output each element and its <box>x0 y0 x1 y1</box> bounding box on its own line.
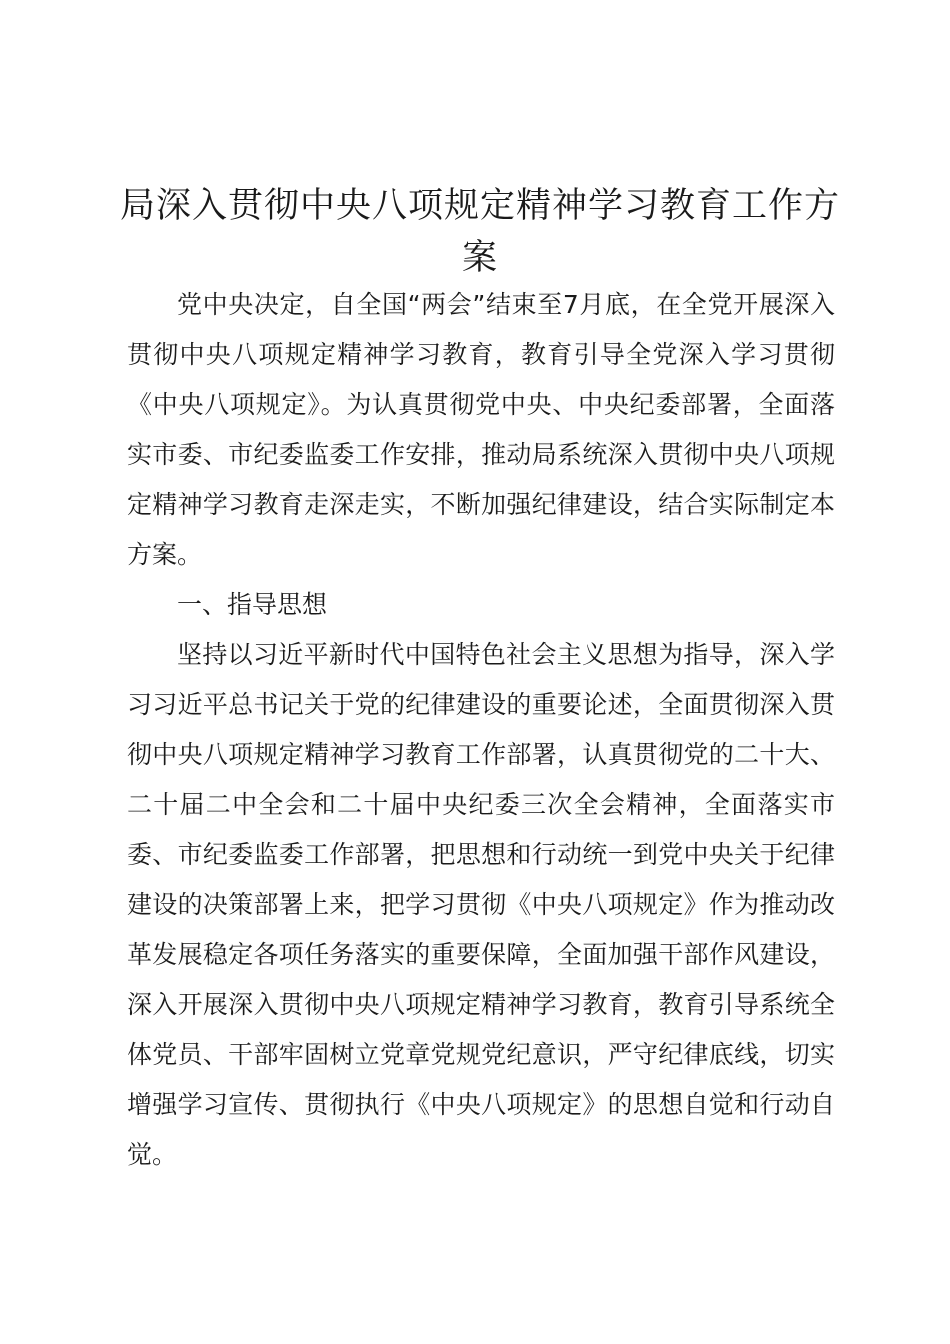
paragraph-guiding-ideology: 坚持以习近平新时代中国特色社会主义思想为指导，深入学习习近平总书记关于党的纪律建设的重要论述，全面贯彻深入贯彻中央八项规定精神学习教育工作部署，认真贯彻党的二十大、二十届二中全会和二十届中央纪委三次全会精神，全面落实市委、市纪委监委工作部署，把思想和行动统一到党中央关于纪律建设的决策部署上来，把学习贯彻《中央八项规定》作为推动改革发展稳定各项任务落实的重要保障，全面加强干部作风建设，深入开展深入贯彻中央八项规定精神学习教育，教育引导系统全体党员、干部牢固树立党章党规党纪意识，严守纪律底线，切实增强学习宣传、贯彻执行《中央八项规定》的思想自觉和行动自觉。 <box>127 640 835 1169</box>
document-title: 局深入贯彻中央八项规定精神学习教育工作方案 <box>120 186 841 278</box>
section-heading-guiding-ideology: 一、指导思想 <box>177 590 328 619</box>
paragraph-intro: 党中央决定，自全国“两会”结束至7月底，在全党开展深入贯彻中央八项规定精神学习教育，教育引导全党深入学习贯彻《中央八项规定》。为认真贯彻党中央、中央纪委部署，全面落实市委、市纪委监委工作安排，推动局系统深入贯彻中央八项规定精神学习教育走深走实，不断加强纪律建设，结合实际制定本方案。 <box>127 290 835 569</box>
document-body <box>127 280 835 1180</box>
